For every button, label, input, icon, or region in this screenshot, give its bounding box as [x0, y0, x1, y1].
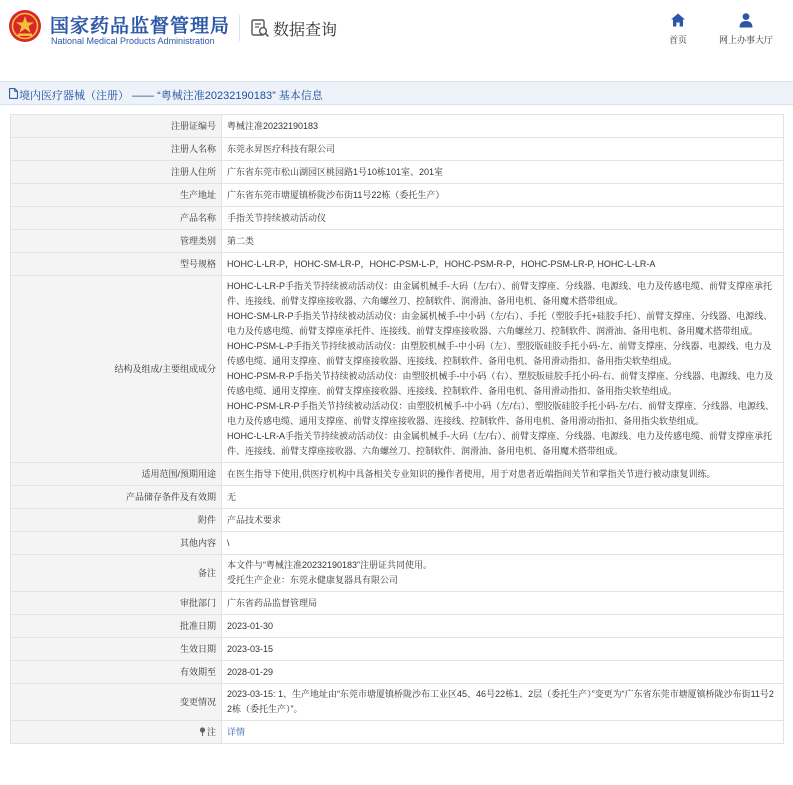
field-label-note: [11, 721, 222, 744]
field-value: 粤械注准20232190183: [222, 115, 784, 138]
field-label: 注册人住所: [11, 161, 222, 184]
table-row: [11, 638, 784, 661]
field-value: 2023-01-30: [222, 615, 784, 638]
table-row: [11, 138, 784, 161]
component-line: HOHC-L-LR-A手指关节持续被动活动仪：由金属机械手-大码（左/右）、前臂支撑座、分线器、电源线、电力及传感电缆、前臂支撑座承托件、连接线、前臂支撑座接收器、六角螺丝刀、控制软件、润滑油、备用电机、备用魔术搭带组成。: [227, 431, 773, 456]
field-value: 2023-03-15: [222, 638, 784, 661]
field-label: 有效期至: [11, 661, 222, 684]
table-row: [11, 615, 784, 638]
field-label: 注册证编号: [11, 115, 222, 138]
field-value: 无: [222, 486, 784, 509]
header-divider: [239, 15, 240, 41]
remark-line: 受托生产企业：东莞永健康复器具有限公司: [227, 575, 399, 585]
field-label: 型号规格: [11, 253, 222, 276]
field-value-multiline: [222, 555, 784, 592]
table-row: [11, 486, 784, 509]
remark-line: 本文件与“粤械注准20232190183”注册证共同使用。: [227, 560, 433, 570]
nav-online-hall-label: 网上办事大厅: [718, 35, 773, 45]
nav-online-hall-button[interactable]: [710, 12, 782, 48]
component-line: HOHC-PSM-R-P手指关节持续被动活动仪：由塑胶机械手-中小码（右）、塑胶版硅胶手托小码-右、前臂支撑座、分线器、电源线、电力及传感电缆、通用支撑座、前臂支撑座接收器、连接线、控制软件、备用电机、备用滑动指扣、备用指尖软垫组成。: [227, 371, 773, 396]
component-line: HOHC-L-LR-P手指关节持续被动活动仪：由金属机械手-大码（左/右）、前臂支撑座、分线器、电源线、电力及传感电缆、前臂支撑座承托件、连接线、前臂支撑座接收器、六角螺丝刀、控制软件、润滑油、备用电机、备用魔术搭带组成。: [227, 281, 773, 306]
field-label: 其他内容: [11, 532, 222, 555]
field-label: 产品储存条件及有效期: [11, 486, 222, 509]
field-value: 第二类: [222, 230, 784, 253]
field-value: 2028-01-29: [222, 661, 784, 684]
field-value: HOHC-L-LR-P，HOHC-SM-LR-P，HOHC-PSM-L-P，HOHC-PSM-R-P，HOHC-PSM-LR-P, HOHC-L-LR-A: [222, 253, 784, 276]
field-value: 广东省东莞市塘厦镇桥陇沙布街11号22栋（委托生产）: [222, 184, 784, 207]
field-value: 2023-03-15: 1、生产地址由“东莞市塘厦镇桥陇沙布工业区45、46号22栋1、2层（委托生产）”变更为“广东省东莞市塘厦镇桥陇沙布街11号22栋（委托生产）”。: [222, 684, 784, 721]
note-label-text: 注: [206, 726, 216, 737]
field-label: 结构及组成/主要组成成分: [11, 276, 222, 463]
field-value-multiline: [222, 276, 784, 463]
component-line: HOHC-PSM-LR-P手指关节持续被动活动仪：由塑胶机械手-中小码（左/右）、塑胶版硅胶手托小码-左/右、前臂支撑座、分线器、电源线、电力及传感电缆、通用支撑座、前臂支撑座接收器、连接线、控制软件、备用电机、备用滑动指扣、备用指尖软垫组成。: [227, 401, 774, 426]
table-row: [11, 509, 784, 532]
table-row: [11, 230, 784, 253]
field-label: 生效日期: [11, 638, 222, 661]
table-row: [11, 207, 784, 230]
home-icon: [670, 12, 686, 28]
nav-home-label: 首页: [668, 35, 687, 45]
details-link[interactable]: 详情: [227, 726, 246, 737]
field-label: 备注: [11, 555, 222, 592]
table-row: [11, 721, 784, 744]
site-header: [0, 0, 793, 58]
component-line: HOHC-SM-LR-P手指关节持续被动活动仪：由金属机械手-中小码（左/右）、手托（塑胶手托+硅胶手托）、前臂支撑座、分线器、电源线、电力及传感电缆、前臂支撑座承托件、连接线、前臂支撑座接收器、六角螺丝刀、控制软件、润滑油、备用电机、备用魔术搭带组成。: [227, 311, 773, 336]
document-icon: [9, 88, 18, 99]
component-line: HOHC-PSM-L-P手指关节持续被动活动仪：由塑胶机械手-中小码（左）、塑胶版硅胶手托小码-左、前臂支撑座、分线器、电源线、电力及传感电缆、通用支撑座、前臂支撑座接收器、连接线、控制软件、备用电机、备用滑动指扣、备用指尖软垫组成。: [227, 341, 772, 366]
table-row: [11, 161, 784, 184]
brand-title-cn: 国家药品监督管理局: [50, 16, 231, 37]
data-query-title: 数据查询: [273, 22, 338, 39]
field-label: 产品名称: [11, 207, 222, 230]
table-row: [11, 684, 784, 721]
user-icon: [738, 12, 754, 28]
nav-home-button[interactable]: [664, 12, 692, 48]
field-value: 在医生指导下使用,供医疗机构中具备相关专业知识的操作者使用，用于对患者近端指间关节和掌指关节进行被动康复训练。: [222, 463, 784, 486]
record-title-bar: [0, 81, 793, 105]
field-value: [222, 721, 784, 744]
field-label: 附件: [11, 509, 222, 532]
table-row: [11, 253, 784, 276]
table-row: [11, 592, 784, 615]
registration-detail-table: [10, 114, 784, 744]
table-row: [11, 661, 784, 684]
field-label: 适用范围/预期用途: [11, 463, 222, 486]
data-query-icon: [250, 18, 270, 38]
field-label: 注册人名称: [11, 138, 222, 161]
field-label: 审批部门: [11, 592, 222, 615]
table-row: [11, 532, 784, 555]
field-value: 广东省药品监督管理局: [222, 592, 784, 615]
table-row: [11, 276, 784, 463]
nmpa-emblem-icon: [8, 9, 42, 43]
field-label: 批准日期: [11, 615, 222, 638]
field-value: 产品技术要求: [222, 509, 784, 532]
table-row: [11, 463, 784, 486]
table-row: [11, 555, 784, 592]
table-row: [11, 184, 784, 207]
field-value: 广东省东莞市松山湖园区桃园路1号10栋101室、201室: [222, 161, 784, 184]
field-value: 手指关节持续被动活动仪: [222, 207, 784, 230]
field-value: 东莞永昇医疗科技有限公司: [222, 138, 784, 161]
field-value: \: [222, 532, 784, 555]
table-row: [11, 115, 784, 138]
brand-title-en: National Medical Products Administration: [51, 36, 215, 46]
record-title: 境内医疗器械（注册） —— “粤械注准20232190183” 基本信息: [19, 90, 323, 102]
pin-icon: [199, 727, 206, 736]
field-label: 变更情况: [11, 684, 222, 721]
field-label: 管理类别: [11, 230, 222, 253]
field-label: 生产地址: [11, 184, 222, 207]
